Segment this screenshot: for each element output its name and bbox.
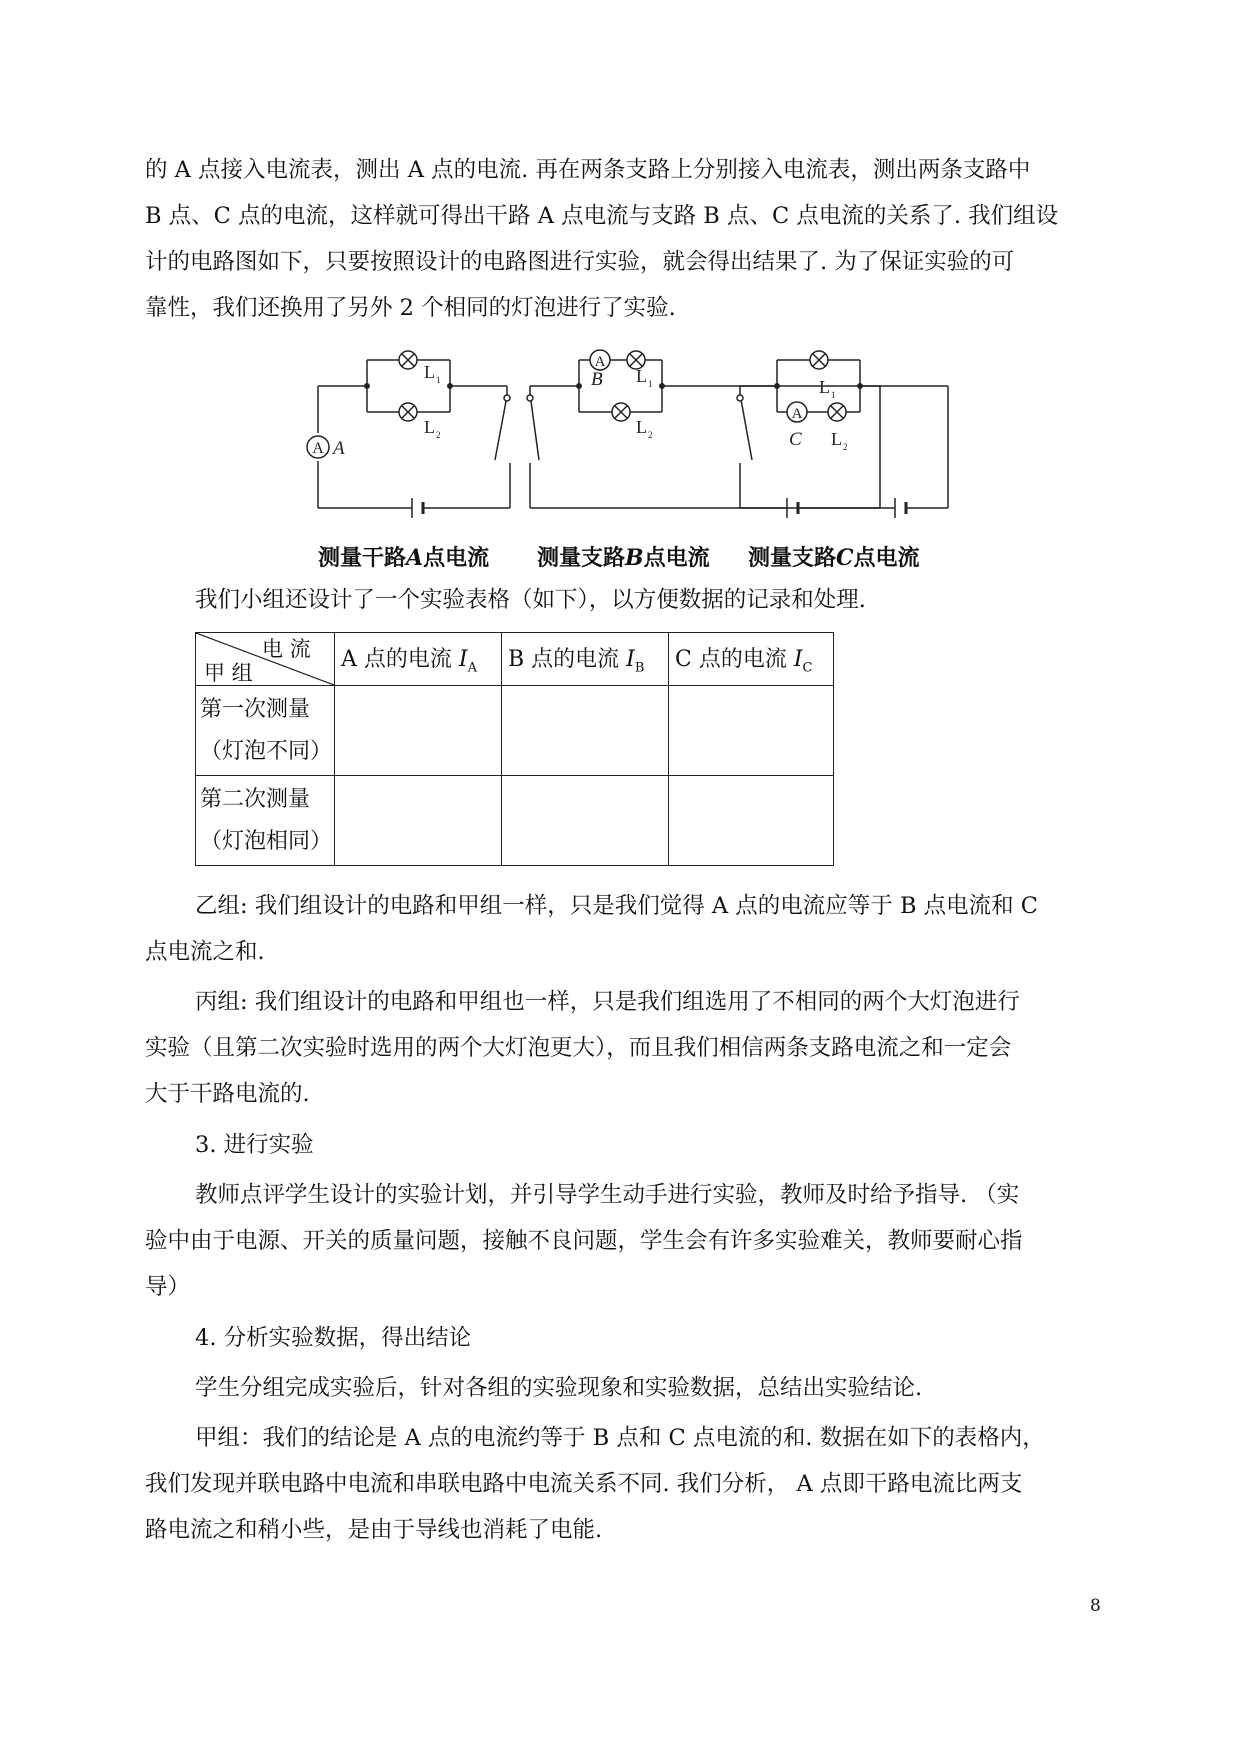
step4-title: 4. 分析实验数据，得出结论 (195, 1325, 472, 1351)
corner-top-label: 电 流 (262, 637, 311, 661)
intro-line-3: 计的电路图如下，只要按照设计的电路图进行实验，就会得出结果了. 为了保证实验的可 (145, 249, 1015, 275)
table-intro: 我们小组还设计了一个实验表格（如下），以方便数据的记录和处理. (195, 587, 866, 613)
lamp-l2-icon (828, 403, 846, 421)
l1-sub: 1 (436, 375, 441, 385)
circuit-diagram-c (737, 351, 948, 518)
row2-label-a: 第二次测量 (200, 786, 311, 812)
l2-sub: 2 (843, 442, 848, 452)
jia-line-1: 甲组：我们的结论是 A 点的电流约等于 B 点和 C 点电流的和. 数据在如下的表格内， (195, 1425, 1045, 1451)
intro-line-2: B 点、C 点的电流，这样就可得出干路 A 点电流与支路 B 点、C 点电流的关系了. 我们组设 (145, 203, 1059, 229)
corner-bottom-label: 甲 组 (204, 661, 253, 685)
cell-b2 (502, 776, 669, 866)
l1-label: L (636, 366, 647, 386)
l2-label: L (424, 417, 435, 437)
row1-label-a: 第一次测量 (200, 696, 311, 722)
jia-line-2: 我们发现并联电路中电流和串联电路中电流关系不同. 我们分析， A 点即干路电流比两支 (145, 1471, 1023, 1497)
l1-label: L (424, 362, 435, 382)
bing-line-2: 实验（且第二次实验时选用的两个大灯泡更大），而且我们相信两条支路电流之和一定会 (145, 1035, 1012, 1061)
l2-sub: 2 (648, 430, 653, 440)
row-label-cell (196, 686, 335, 776)
table-row (196, 776, 834, 866)
step3-line-3: 导） (145, 1274, 191, 1300)
cell-a2 (335, 776, 502, 866)
l2-label: L (831, 429, 842, 449)
caption-b: 测量支路B点电流 (537, 545, 710, 571)
circuit-diagrams (295, 348, 955, 538)
page-number: 8 (1090, 1596, 1101, 1616)
bing-line-1: 丙组: 我们组设计的电路和甲组也一样，只是我们组选用了不相同的两个大灯泡进行 (195, 989, 1020, 1015)
table-corner-cell (196, 633, 335, 686)
bing-line-3: 大于干路电流的. (145, 1081, 310, 1107)
cell-a1 (335, 686, 502, 776)
row2-label-b: （灯泡相同） (200, 828, 333, 854)
caption-c: 测量支路C点电流 (748, 545, 920, 571)
jia-line-3: 路电流之和稍小些，是由于导线也消耗了电能. (145, 1517, 603, 1543)
step4-line-1: 学生分组完成实验后，针对各组的实验现象和实验数据，总结出实验结论. (195, 1375, 923, 1401)
ammeter-b-label: A (594, 354, 606, 370)
lamp-l2-icon (399, 403, 417, 421)
row-label-cell (196, 776, 335, 866)
l1-sub: 1 (831, 390, 836, 400)
ammeter-c-label: A (791, 406, 803, 422)
intro-line-1: 的 A 点接入电流表，测出 A 点的电流. 再在两条支路上分别接入电流表，测出两条支路中 (145, 157, 1031, 183)
caption-a: 测量干路A点电流 (318, 545, 490, 571)
step3-line-2: 验中由于电源、开关的质量问题，接触不良问题，学生会有许多实验难关，教师要耐心指 (145, 1228, 1023, 1254)
l2-label: L (636, 417, 647, 437)
cell-c2 (669, 776, 834, 866)
point-c-label: C (789, 429, 802, 450)
lamp-l1-icon (399, 351, 417, 369)
table-row (196, 686, 834, 776)
circuit-diagram-b (527, 350, 880, 518)
yi-line-2: 点电流之和. (145, 939, 265, 965)
step3-title: 3. 进行实验 (195, 1132, 314, 1158)
l1-label: L (819, 377, 830, 397)
intro-line-4: 靠性，我们还换用了另外 2 个相同的灯泡进行了实验. (145, 295, 676, 321)
point-b-label: B (591, 369, 603, 390)
step3-line-1: 教师点评学生设计的实验计划，并引导学生动手进行实验，教师及时给予指导. （实 (195, 1182, 1020, 1208)
header-a: A 点的电流 $I_A$ (335, 633, 502, 686)
header-c: C 点的电流 $I_C$ (669, 633, 834, 686)
lamp-l1-icon (810, 351, 828, 369)
row1-label-b: （灯泡不同） (200, 738, 333, 764)
header-b: B 点的电流 $I_B$ (502, 633, 669, 686)
data-table (195, 632, 834, 866)
lamp-l2-icon (612, 403, 630, 421)
yi-line-1: 乙组: 我们组设计的电路和甲组一样，只是我们觉得 A 点的电流应等于 B 点电流和 C (195, 893, 1038, 919)
l2-sub: 2 (436, 430, 441, 440)
point-a-label: A (333, 438, 345, 459)
l1-sub: 1 (648, 379, 653, 389)
circuit-diagram-a (307, 351, 510, 518)
ammeter-a-label: A (312, 440, 324, 457)
cell-b1 (502, 686, 669, 776)
cell-c1 (669, 686, 834, 776)
